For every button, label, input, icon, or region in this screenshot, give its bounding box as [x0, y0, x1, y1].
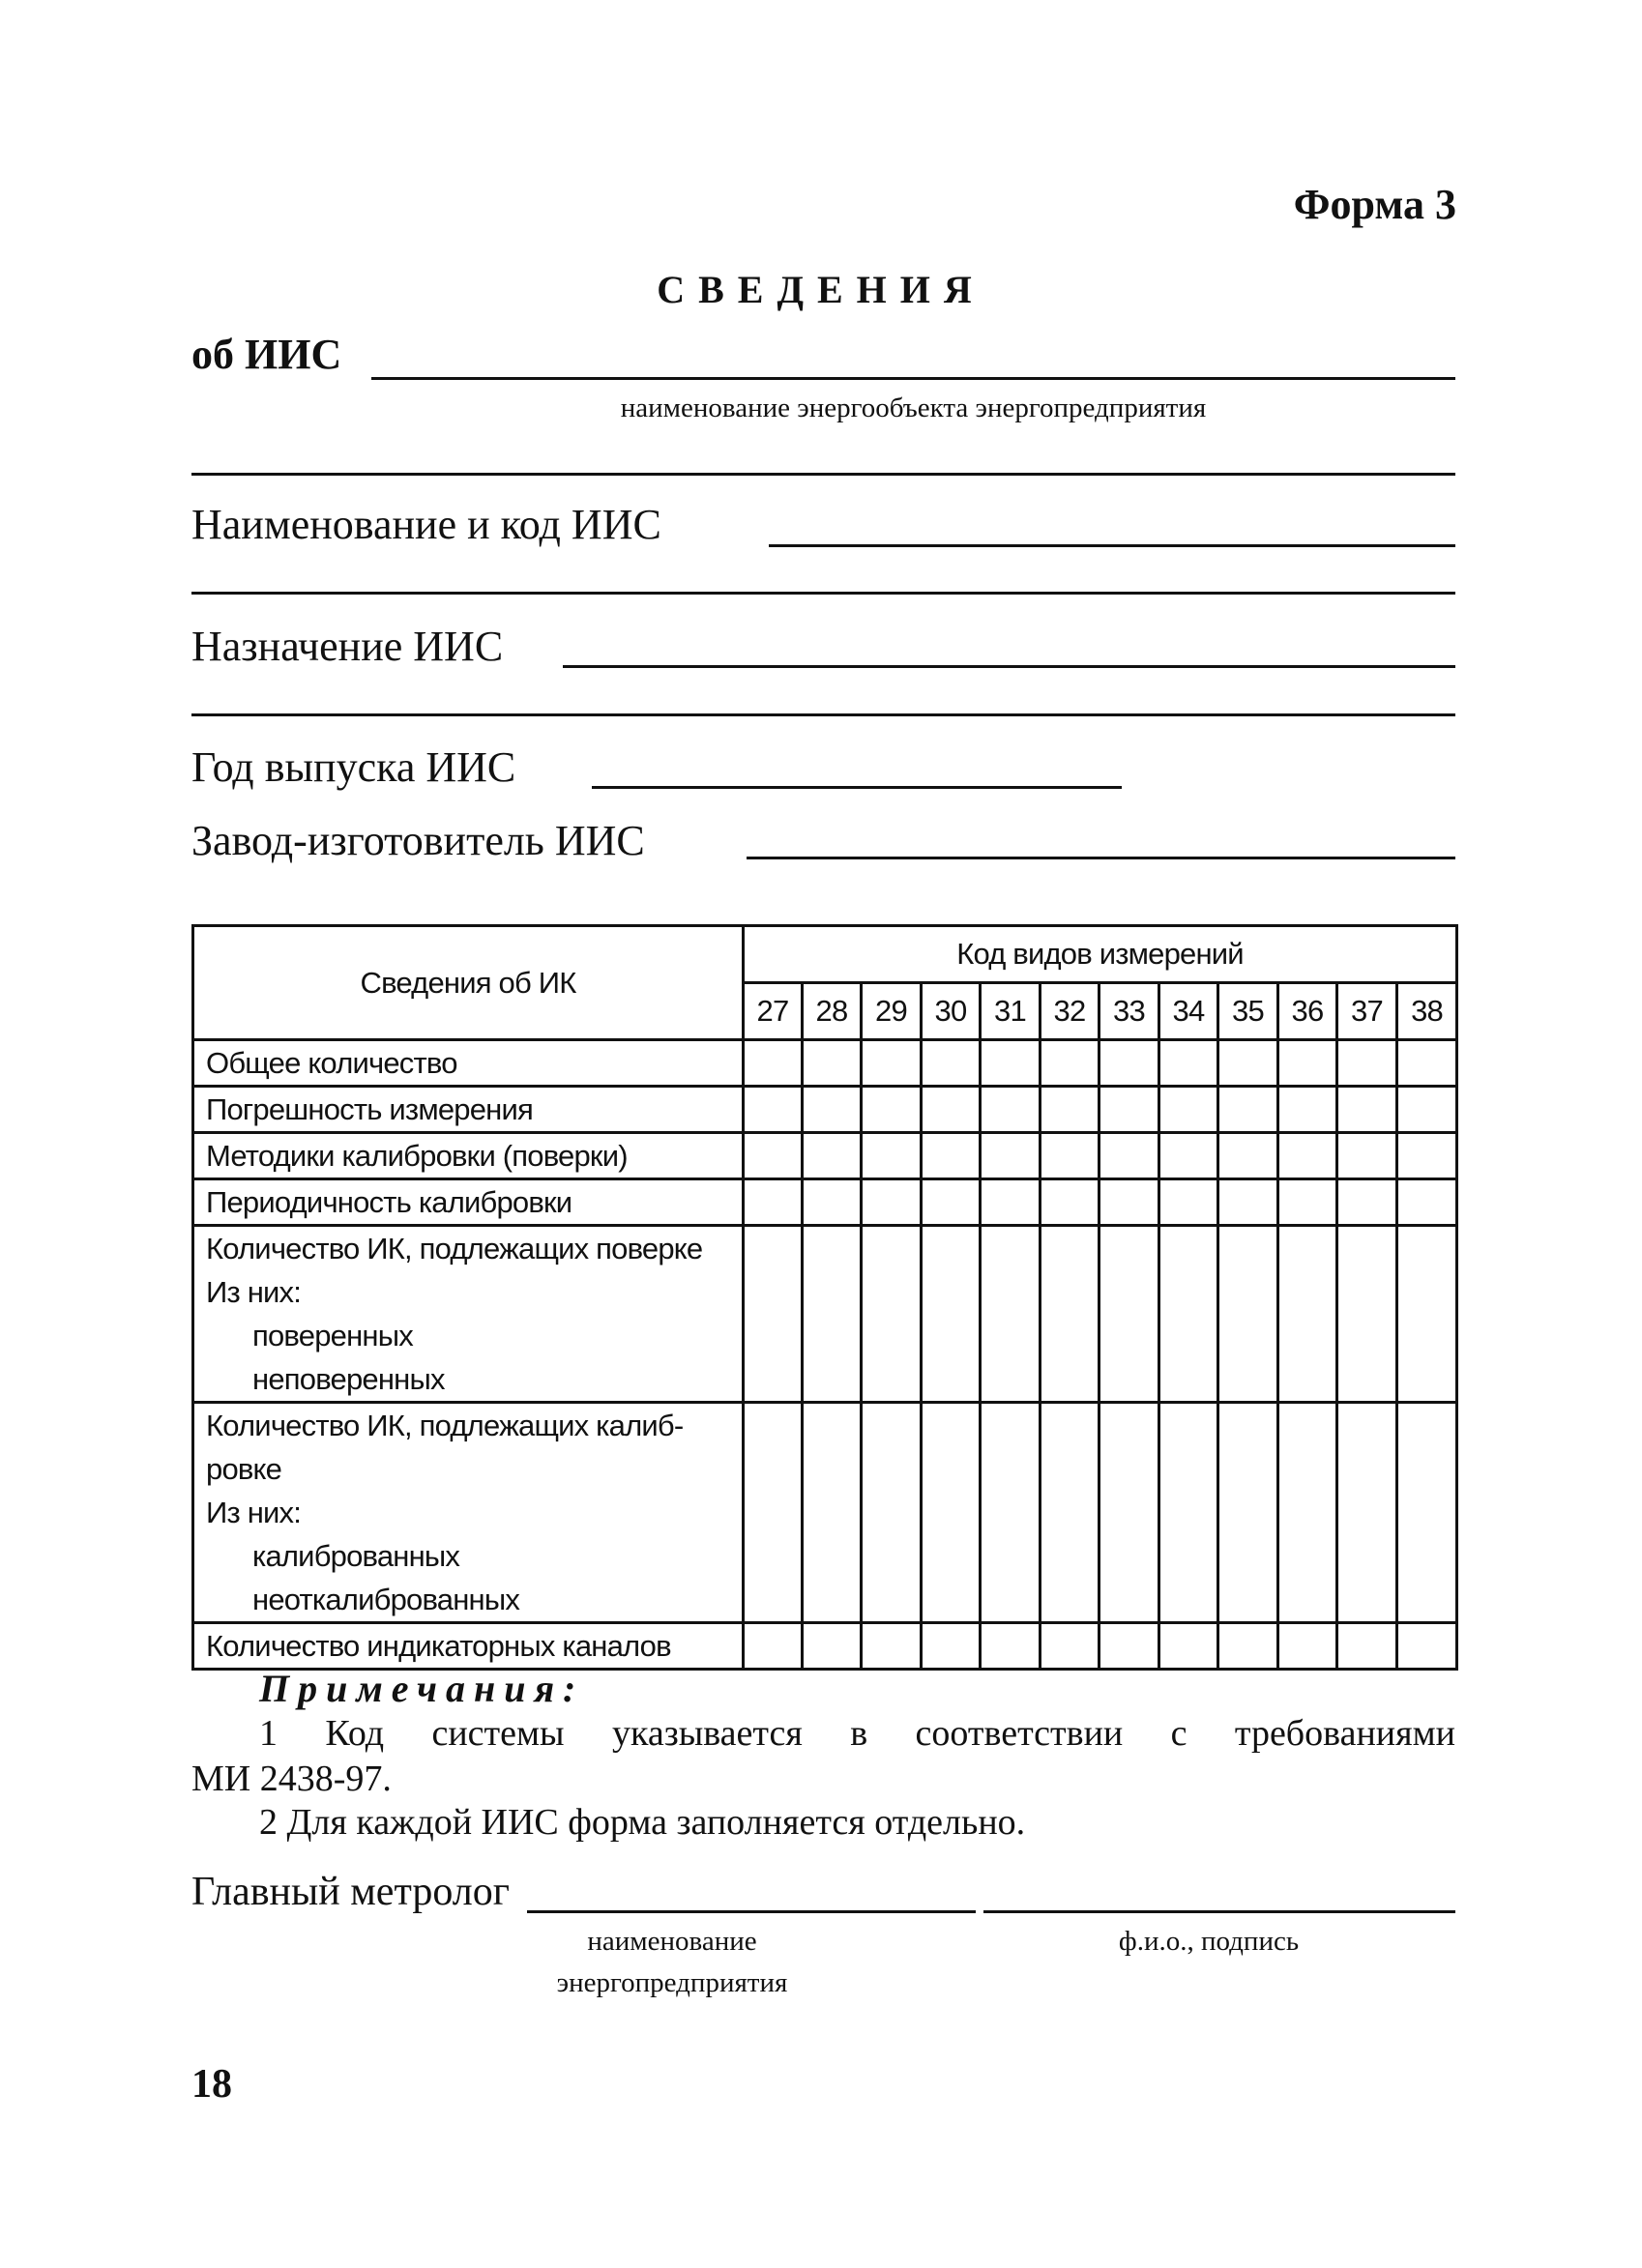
data-cell[interactable]: [862, 1226, 922, 1403]
table-row: [193, 1087, 1457, 1133]
row-label-line: Количество ИК, подлежащих поверке: [206, 1232, 703, 1265]
table-row: [193, 1403, 1457, 1623]
page-title: СВЕДЕНИЯ: [657, 268, 985, 311]
table-row: [193, 1133, 1457, 1179]
signature-label: Главный метролог: [191, 1870, 510, 1914]
row-label-line: калиброванных: [252, 1539, 460, 1573]
data-cell[interactable]: [922, 1133, 981, 1179]
code-cell: 37: [1337, 983, 1397, 1040]
about-field-line[interactable]: [371, 377, 1455, 380]
purpose-label: Назначение ИИС: [191, 623, 504, 670]
table-row: [193, 1623, 1457, 1670]
row-label: Методики калибровки (поверки): [193, 1133, 744, 1179]
header-codes: Код видов измерений: [744, 926, 1457, 983]
data-cell[interactable]: [922, 1179, 981, 1226]
page-number: 18: [191, 2062, 232, 2107]
data-cell[interactable]: [922, 1040, 981, 1087]
row-label: Погрешность измерения: [193, 1087, 744, 1133]
data-cell[interactable]: [1159, 1226, 1218, 1403]
data-cell[interactable]: [1337, 1087, 1397, 1133]
data-cell[interactable]: [744, 1040, 803, 1087]
enterprise-field-line[interactable]: [527, 1910, 976, 1913]
data-cell[interactable]: [922, 1623, 981, 1670]
data-cell[interactable]: [1337, 1040, 1397, 1087]
data-cell[interactable]: [1100, 1403, 1159, 1623]
manufacturer-field-line[interactable]: [747, 857, 1455, 859]
name-signature-field-line[interactable]: [983, 1910, 1455, 1913]
year-field-line[interactable]: [592, 786, 1122, 789]
data-cell[interactable]: [981, 1403, 1041, 1623]
code-cell: 30: [922, 983, 981, 1040]
code-cell: 32: [1041, 983, 1100, 1040]
code-cell: 38: [1397, 983, 1457, 1040]
row-label: Общее количество: [193, 1040, 744, 1087]
data-cell[interactable]: [1218, 1087, 1278, 1133]
name-code-field-line-2[interactable]: [191, 592, 1455, 595]
code-cell: 36: [1278, 983, 1337, 1040]
data-cell[interactable]: [1218, 1179, 1278, 1226]
data-cell[interactable]: [744, 1179, 803, 1226]
data-cell[interactable]: [1278, 1087, 1337, 1133]
row-label: Количество индикаторных каналов: [193, 1623, 744, 1670]
data-cell[interactable]: [981, 1226, 1041, 1403]
data-cell[interactable]: [1159, 1623, 1218, 1670]
data-cell[interactable]: [1100, 1133, 1159, 1179]
table-row: [193, 1179, 1457, 1226]
form-number: Форма 3: [1293, 181, 1456, 228]
row-label-line: ровке: [206, 1452, 282, 1486]
data-cell[interactable]: [803, 1040, 862, 1087]
about-label: об ИИС: [191, 331, 342, 378]
data-cell[interactable]: [1337, 1226, 1397, 1403]
table-row: [193, 1226, 1457, 1403]
data-cell[interactable]: [1278, 1226, 1337, 1403]
data-cell[interactable]: [803, 1403, 862, 1623]
data-cell[interactable]: [744, 1226, 803, 1403]
data-cell[interactable]: [1337, 1623, 1397, 1670]
data-cell[interactable]: [1100, 1179, 1159, 1226]
enterprise-caption-2: энергопредприятия: [556, 1967, 788, 1998]
data-cell[interactable]: [803, 1179, 862, 1226]
data-cell[interactable]: [981, 1623, 1041, 1670]
data-cell[interactable]: [922, 1087, 981, 1133]
manufacturer-label: Завод-изготовитель ИИС: [191, 817, 645, 864]
data-cell[interactable]: [1041, 1226, 1100, 1403]
data-cell[interactable]: [1337, 1179, 1397, 1226]
data-cell[interactable]: [1397, 1226, 1457, 1403]
name-code-field-line[interactable]: [769, 544, 1455, 547]
data-cell[interactable]: [1337, 1403, 1397, 1623]
data-cell[interactable]: [1159, 1403, 1218, 1623]
data-cell[interactable]: [744, 1623, 803, 1670]
notes-title: Примечания:: [259, 1667, 585, 1710]
data-cell[interactable]: [862, 1133, 922, 1179]
data-cell[interactable]: [1159, 1087, 1218, 1133]
header-info: Сведения об ИК: [193, 926, 744, 1040]
note-2: 2 Для каждой ИИС форма заполняется отдельно.: [259, 1802, 1026, 1843]
data-cell[interactable]: [1100, 1623, 1159, 1670]
data-cell[interactable]: [1278, 1133, 1337, 1179]
data-cell[interactable]: [1397, 1179, 1457, 1226]
data-cell[interactable]: [1218, 1403, 1278, 1623]
data-cell[interactable]: [981, 1040, 1041, 1087]
about-field-caption: наименование энергообъекта энергопредприятия: [620, 393, 1207, 423]
data-cell[interactable]: [1397, 1623, 1457, 1670]
data-cell[interactable]: [1278, 1623, 1337, 1670]
code-cell: 28: [803, 983, 862, 1040]
data-cell[interactable]: [744, 1403, 803, 1623]
data-cell[interactable]: [862, 1087, 922, 1133]
data-cell[interactable]: [1159, 1040, 1218, 1087]
data-cell[interactable]: [1278, 1403, 1337, 1623]
data-cell[interactable]: [1041, 1623, 1100, 1670]
row-label-multiline: [193, 1403, 744, 1623]
data-cell[interactable]: [1100, 1226, 1159, 1403]
data-cell[interactable]: [1041, 1040, 1100, 1087]
data-cell[interactable]: [803, 1623, 862, 1670]
row-label-line: Из них:: [206, 1496, 302, 1529]
measurement-table: [191, 924, 1458, 1671]
data-cell[interactable]: [1337, 1133, 1397, 1179]
data-cell[interactable]: [1218, 1040, 1278, 1087]
data-cell[interactable]: [1218, 1623, 1278, 1670]
note-1-line-1: 1 Код системы указывается в соответствии с требованиями: [259, 1713, 1455, 1754]
row-label-line: неоткалиброванных: [252, 1583, 520, 1616]
data-cell[interactable]: [862, 1040, 922, 1087]
data-cell[interactable]: [862, 1179, 922, 1226]
data-cell[interactable]: [1159, 1179, 1218, 1226]
code-cell: 29: [862, 983, 922, 1040]
row-label: Периодичность калибровки: [193, 1179, 744, 1226]
data-cell[interactable]: [1218, 1226, 1278, 1403]
data-cell[interactable]: [922, 1226, 981, 1403]
data-cell[interactable]: [803, 1133, 862, 1179]
purpose-field-line-2[interactable]: [191, 713, 1455, 716]
data-cell[interactable]: [1041, 1087, 1100, 1133]
data-cell[interactable]: [1397, 1087, 1457, 1133]
data-cell[interactable]: [1041, 1133, 1100, 1179]
data-cell[interactable]: [922, 1403, 981, 1623]
row-label-line: Количество ИК, подлежащих калиб-: [206, 1409, 684, 1442]
year-label: Год выпуска ИИС: [191, 743, 516, 791]
data-cell[interactable]: [1218, 1133, 1278, 1179]
data-cell[interactable]: [803, 1087, 862, 1133]
data-cell[interactable]: [803, 1226, 862, 1403]
row-label-line: неповеренных: [252, 1362, 445, 1396]
purpose-field-line[interactable]: [563, 665, 1455, 668]
data-cell[interactable]: [1397, 1133, 1457, 1179]
data-cell[interactable]: [1278, 1040, 1337, 1087]
data-cell[interactable]: [1041, 1403, 1100, 1623]
row-label-line: Из них:: [206, 1275, 302, 1309]
table-row: [193, 1040, 1457, 1087]
code-cell: 27: [744, 983, 803, 1040]
code-cell: 35: [1218, 983, 1278, 1040]
data-cell[interactable]: [1278, 1179, 1337, 1226]
code-cell: 31: [981, 983, 1041, 1040]
data-cell[interactable]: [981, 1179, 1041, 1226]
data-cell[interactable]: [744, 1133, 803, 1179]
code-cell: 34: [1159, 983, 1218, 1040]
row-label-line: поверенных: [252, 1319, 413, 1352]
note-1-line-2: МИ 2438-97.: [191, 1759, 392, 1799]
name-signature-caption: ф.и.о., подпись: [1118, 1926, 1300, 1957]
name-code-label: Наименование и код ИИС: [191, 501, 661, 548]
data-cell[interactable]: [1159, 1133, 1218, 1179]
code-cell: 33: [1100, 983, 1159, 1040]
data-cell[interactable]: [862, 1623, 922, 1670]
data-cell[interactable]: [1397, 1040, 1457, 1087]
data-cell[interactable]: [1397, 1403, 1457, 1623]
enterprise-caption-1: наименование: [587, 1926, 757, 1957]
data-cell[interactable]: [862, 1403, 922, 1623]
data-cell[interactable]: [981, 1087, 1041, 1133]
row-label-multiline: [193, 1226, 744, 1403]
data-cell[interactable]: [1041, 1179, 1100, 1226]
data-cell[interactable]: [1100, 1087, 1159, 1133]
data-cell[interactable]: [744, 1087, 803, 1133]
data-cell[interactable]: [981, 1133, 1041, 1179]
data-cell[interactable]: [1100, 1040, 1159, 1087]
about-field-line-2[interactable]: [191, 473, 1455, 476]
